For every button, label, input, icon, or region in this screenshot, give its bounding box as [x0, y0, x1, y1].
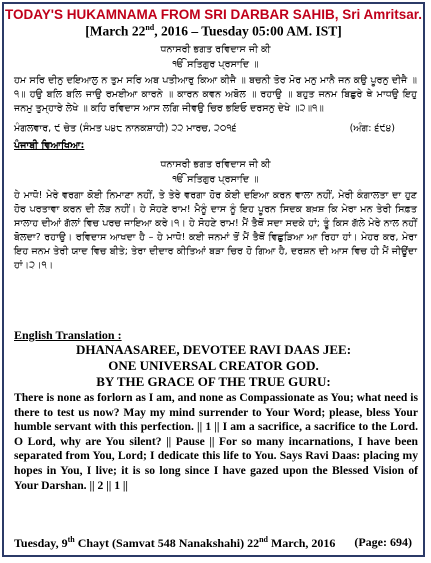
date-prefix: [March 22: [85, 23, 146, 39]
date-line: [4, 23, 423, 40]
english-heading-3: BY THE GRACE OF THE TRUE GURU:: [96, 374, 331, 389]
english-heading-2: ONE UNIVERSAL CREATOR GOD.: [108, 358, 319, 373]
gurbani-text: ਹਮ ਸਰਿ ਦੀਨੁ ਦਇਆਲੁ ਨ ਤੁਮ ਸਰਿ ਅਬ ਪਤੀਆਰੁ ਕਿਆ ਕੀਜੈ ॥ ਬਚਨੀ ਤੋਰ ਮੋਰ ਮਨੁ ਮਾਨੈ ਜਨ ਕਉ ਪੂਰਨੁ ਦੀਜੈ ॥੧॥ ਹਉ ਬਲਿ ਬਲਿ ਜਾਉ ਰਮਈਆ ਕਾਰਨੇ ॥ ਕਾਰਨ ਕਵਨ ਅਬੋਲ ॥ ਰਹਾਉ ॥ ਬਹੁਤ ਜਨਮ ਬਿਛੁਰੇ ਥੇ ਮਾਧਉ ਇਹੁ ਜਨਮੁ ਤੁਮ੍ਹਾਰੇ ਲੇਖੇ ॥ ਕਹਿ ਰਵਿਦਾਸ ਆਸ ਲਗਿ ਜੀਵਉ ਚਿਰ ਭਇਓ ਦਰਸਨੁ ਦੇਖੇ ॥੨॥੧॥: [14, 75, 417, 114]
vyakhya-mool-line: ੴ ਸਤਿਗੁਰ ਪ੍ਰਸਾਦਿ ॥: [172, 174, 259, 185]
english-heading-1: DHANAASAREE, DEVOTEE RAVI DAAS JEE:: [75, 342, 352, 357]
date-suffix: , 2016 – Tuesday 05:00 AM. IST]: [154, 23, 342, 39]
hukamnama-card: [2, 2, 425, 557]
mool-mantar-line: ੴ ਸਤਿਗੁਰ ਪ੍ਰਸਾਦਿ ॥: [172, 59, 259, 70]
english-date-line: [14, 535, 418, 551]
raag-line: ਧਨਾਸਰੀ ਭਗਤ ਰਵਿਦਾਸ ਜੀ ਕੀ: [160, 44, 271, 55]
footer-sup-1: th: [67, 535, 75, 544]
gurmukhi-date: ਮੰਗਲਵਾਰ, ੯ ਚੇਤ (ਸੰਮਤ ੫੪੮ ਨਾਨਕਸ਼ਾਹੀ) ੨੨ ਮਾਰਚ, ੨੦੧੬: [14, 123, 237, 134]
vyakhya-raag-line: ਧਨਾਸਰੀ ਭਗਤ ਰਵਿਦਾਸ ਜੀ ਕੀ: [160, 159, 271, 170]
vyakhya-label: ਪੰਜਾਬੀ ਵਿਆਖਿਆ:: [14, 140, 85, 151]
footer-part-c: March, 2016: [267, 536, 336, 550]
vyakhya-text: ਹੇ ਮਾਧੋ! ਮੇਰੇ ਵਰਗਾ ਕੋਈ ਨਿਮਾਣਾ ਨਹੀਂ, ਤੇ ਤੇਰੇ ਵਰਗਾ ਹੋਰ ਕੋਈ ਦਇਆ ਕਰਨ ਵਾਲਾ ਨਹੀਂ, ਮੇਰੀ ਕੰਗਾਲਤਾ ਦਾ ਹੁਣ ਹੋਰ ਪਰਤਾਵਾ ਕਰਨ ਦੀ ਲੋੜ ਨਹੀਂ। ਹੇ ਸੋਹਣੇ ਰਾਮ! ਮੈਨੂੰ ਦਾਸ ਨੂੰ ਇਹ ਪੂਰਨ ਸਿਦਕ ਬਖ਼ਸ਼ ਕਿ ਮੇਰਾ ਮਨ ਤੇਰੀ ਸਿਫ਼ਤ ਸਾਲਾਹ ਦੀਆਂ ਗੱਲਾਂ ਵਿਚ ਪਰਚ ਜਾਇਆ ਕਰੇ।੧। ਹੇ ਸੋਹਣੇ ਰਾਮ! ਮੈਂ ਤੈਥੋਂ ਸਦਾ ਸਦਕੇ ਹਾਂ; ਤੂੰ ਕਿਸ ਗੱਲੇ ਮੇਰੇ ਨਾਲ ਨਹੀਂ ਬੋਲਦਾ? ਰਹਾਉ। ਰਵਿਦਾਸ ਆਖਦਾ ਹੈ – ਹੇ ਮਾਧੋ! ਕਈ ਜਨਮਾਂ ਤੋਂ ਮੈਂ ਤੈਥੋਂ ਵਿਛੁੜਿਆ ਆ ਰਿਹਾ ਹਾਂ। ਮੇਹਰ ਕਰ, ਮੇਰਾ ਇਹ ਜਨਮ ਤੇਰੀ ਯਾਦ ਵਿਚ ਬੀਤੇ; ਤੇਰਾ ਦੀਦਾਰ ਕੀਤਿਆਂ ਬੜਾ ਚਿਰ ਹੋ ਗਿਆ ਹੈ, ਦਰਸ਼ਨ ਦੀ ਆਸ ਵਿਚ ਹੀ ਮੈਂ ਜੀਊਂਦਾ ਹਾਂ।੨।੧।: [14, 190, 417, 271]
footer-part-b: Chayt (Samvat 548 Nanakshahi) 22: [74, 536, 260, 550]
footer-page: (Page: 694): [354, 535, 412, 549]
english-label: English Translation :: [14, 328, 122, 342]
footer-sup-2: nd: [259, 535, 268, 544]
gurmukhi-page: (ਅੰਗ: ੬੯੪): [349, 123, 395, 134]
footer-part-a: Tuesday, 9: [14, 536, 68, 550]
english-translation: There is none as forlorn as I am, and none as Compassionate as You; what need is there to test us now? May my mind surrender to Your Word; please, bless Your humble servant with this perfection. || 1 || I am a sacrifice, a sacrifice to the Lord. O Lord, why are You silent? || Pause || For so many incarnations, I have been separated from You, Lord; I dedicate this life to You. Says Ravi Daas: placing my hopes in You, I live; it is so long since I have gazed upon the Blessed Vision of Your Darshan. || 2 || 1 ||: [14, 391, 418, 492]
page-title: TODAY'S HUKAMNAMA FROM SRI DARBAR SAHIB, Sri Amritsar.: [4, 7, 422, 22]
date-sup: nd: [145, 23, 155, 32]
gurmukhi-date-line: [14, 122, 417, 136]
